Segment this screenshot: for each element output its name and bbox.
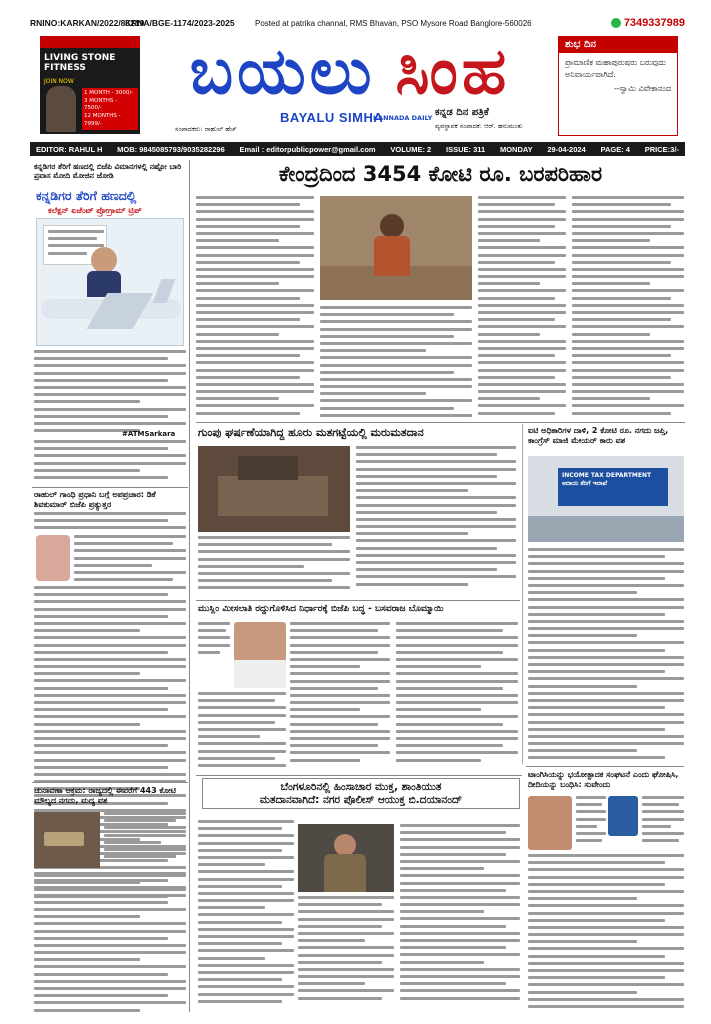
story3-headline: ಚುನಾವಣಾ ಆಕ್ರಮ: ರಾಜ್ಯದಲ್ಲಿ ಈವರೆಗೆ 443 ಕೋಟಿ ಮೌಲ್ಯದ ನಗದು, ಮದ್ಯ ವಶ [34,786,176,805]
politician-face [91,247,117,273]
police-headline-line1: ಬೆಂಗಳೂರಿನಲ್ಲಿ ಹಿಂಸಾಚಾರ ಮುಕ್ತ, ಶಾಂತಿಯುತ [280,781,442,793]
story1-kicker: ಕನ್ನಡಿಗರ ತೆರಿಗೆ ಹಣದಲ್ಲಿ ಬಿಜೆಪಿ ವಿಮಾನಗಳಲ್ಲಿ ನಷ್ಟೋ ಬಾರಿ ಪ್ರವಾಸ ಮೋದಿ ಮೋಜಿನ ಜೋಡಿ [34,162,182,181]
income-tax-office-photo [528,456,684,542]
page-number: PAGE: 4 [600,144,630,154]
mobile-numbers: MOB: 9845085793/9035282296 [117,144,225,154]
reservation-text-col1 [290,622,390,772]
lead-text-col1 [196,196,314,420]
ad-offer: 1 MONTH - 3000/- [84,90,134,96]
police-headline-box [202,778,520,809]
it-raid-text [528,548,684,762]
story1-headline: ಕನ್ನಡಿಗರ ತೆರಿಗೆ ಹಣದಲ್ಲಿ [36,188,137,203]
registration-strip [30,14,685,32]
police-headline-line2: ಮತದಾನವಾಗಿದೆ: ನಗರ ಪೊಲೀಸ್ ಆಯುಕ್ತ ಬಿ.ದಯಾನಂದ್ [259,793,463,806]
lead-text-col3 [478,196,566,420]
story3-text [104,812,186,868]
quote-header: ಶುಭ ದಿನ [559,37,677,53]
editor-name: EDITOR: RAHUL H [36,144,103,154]
police-commissioner-photo [298,824,394,892]
reservation-headline: ಮುಸ್ಲಿಂ ಮೀಸಲಾತಿ ರದ್ದುಗೊಳಿಸಿದ ನಿರ್ಧಾರಕ್ಕೆ ಬಿಜೆಪಿ ಬದ್ಧ - ಬಸವರಾಜ ಬೊಮ್ಮಾಯಿ [198,604,444,614]
leader-portrait-2 [608,796,638,836]
ad-offer: 3 MONTHS - 7500/- [84,97,118,112]
sign-text-en: INCOME TAX DEPARTMENT [562,472,652,479]
title-word-2: ಸಿಂಹ [395,36,511,107]
reservation-text-col2 [396,622,518,772]
story1-illustration [36,218,184,346]
editor-credit: ಸಂಪಾದಕರು: ರಾಹುಲ್ ಹೆಚ್ [175,125,237,133]
rni-number: RNINO:KARKAN/2022/83219 [30,18,145,28]
lead-text-col2 [320,306,472,420]
story2-text [34,512,186,534]
polling-text-col2 [356,446,516,596]
volume: VOLUME: 2 [390,144,432,154]
managing-editor: ವ್ಯವಸ್ಥಾಪಕ ಸಂಪಾದಕ: ಆರ್. ಹನುಮಂತು [435,122,523,130]
issue: ISSUE: 311 [445,144,486,154]
it-raid-headline: ಐಟಿ ಅಧಿಕಾರಿಗಳ ದಾಳಿ, 2 ಕೋಟಿ ರೂ. ನಗದು ಜಪ್ತಿ, ಕಾಂಗ್ರೆಸ್ ಮಾಜಿ ಮೇಯರ್ ಕಾರು ವಶ [528,426,669,445]
reservation-text-col0 [198,692,286,772]
ad-title: LIVING STONE FITNESS [44,53,116,73]
krna-number: KRNA/BGE-1174/2023-2025 [125,18,235,28]
sign-text-kn: ಆದಾಯ ತೆರಿಗೆ ಇಲಾಖೆ [562,480,608,488]
story1-subhead: ಕಲೆಕ್ಷನ್ ಏಜೆಂಟ್ ಪ್ರೋಗ್ರಾಮ್ ಟ್ರಿಪ್ [48,206,142,215]
masthead-logo [145,34,555,138]
ad-sub: JOIN NOW [44,78,74,85]
polling-text-col1 [198,536,350,596]
story2-headline: ರಾಹುಲ್ ಗಾಂಧಿ ಪ್ರಧಾನಿ ಬಗ್ಗೆ ಅಪಪ್ರಚಾರ: ಡಿಕೆ ಶಿವಕುಮಾರ್ ಬಿಜೆಪಿ ಪ್ರತ್ಯುತ್ತರ [34,490,156,509]
ad-offer: 12 MONTHS - 7999/- [84,113,121,127]
price: PRICE:3/- [644,144,679,154]
whatsapp-text: 7349337989 [623,17,685,29]
weekday: MONDAY [499,144,533,154]
story3-text-2 [34,872,186,1012]
quote-author: --ಸ್ವಾಮಿ ವಿವೇಕಾನಂದ [614,84,671,94]
ad-person-photo [46,86,76,132]
income-tax-sign [558,468,668,506]
whatsapp-icon [611,18,621,28]
tmc-text [528,854,684,1012]
newspaper-page [30,14,685,1012]
drought-farmer-photo [320,196,472,300]
tmc-text-lead [576,796,606,850]
whatsapp-number [611,17,685,29]
woman-portrait [36,535,70,581]
lead-text-col4 [572,196,684,420]
title-word-1: ಬಯಲು [189,36,376,107]
tmc-headline: ಟಾಂಗಿಸಿಯನ್ನು ಭಯೋತ್ಪಾದಕ ಸಂಘಟನೆ ಎಂದು ಘೋಷಿಸಿ, ದೀದಿಯನ್ನು ಬಂಧಿಸಿ: ಸುವೇಂದು [528,770,679,789]
issue-date: 29-04-2024 [547,144,586,154]
english-title: BAYALU SIMHA [280,110,384,125]
leader-portrait-1 [528,796,572,850]
police-text-col2 [298,896,394,1012]
cash-seizure-photo [34,812,100,868]
bommai-portrait [234,622,286,688]
story1-text-2 [34,440,186,484]
quote-text [559,53,677,99]
main-column [196,160,685,1012]
reservation-text-lead [198,622,230,660]
quote-body: ಪ್ರಾಮಾಣಿಕ ಮಹಾಪುರುಷರು ಬರುವುದು ಅನಿವಾರ್ಯವಾಗಿದೆ. [565,58,666,79]
postal-note: Posted at patrika channal, RMS Bhavan, PSO Mysore Road Banglore-560026 [255,18,532,28]
story2-text-3 [34,586,186,920]
tmc-text-side [642,796,684,850]
gym-advertisement [40,36,140,134]
english-subtitle: KANNADA DAILY [373,114,433,122]
polling-headline: ಗುಂಪು ಘರ್ಷಣೆಯಾಗಿದ್ದ ಹೂರು ಮತಗಟ್ಟೆಯಲ್ಲಿ ಮರುಮತದಾನ [198,426,424,439]
left-column [30,160,190,1012]
police-text-col1 [198,820,294,1012]
info-bar [30,142,685,156]
story1-text [34,350,186,438]
ad-topbar [40,36,140,48]
police-text-col3 [400,824,520,1012]
email-address: Email : editorpublicpower@gmail.com [239,144,376,154]
polling-booth-photo [198,446,350,532]
lead-headline: ಕೇಂದ್ರದಿಂದ 3454 ಕೋಟಿ ರೂ. ಬರಪರಿಹಾರ [278,162,603,186]
masthead-title [145,34,555,110]
tagline: ಕನ್ನಡ ದಿನ ಪತ್ರಿಕೆ [435,107,489,118]
ad-offer-list [82,88,138,130]
thought-of-the-day-box [558,36,678,136]
story2-text-2 [74,535,186,583]
hashtag: #ATMSarkara [122,430,176,438]
